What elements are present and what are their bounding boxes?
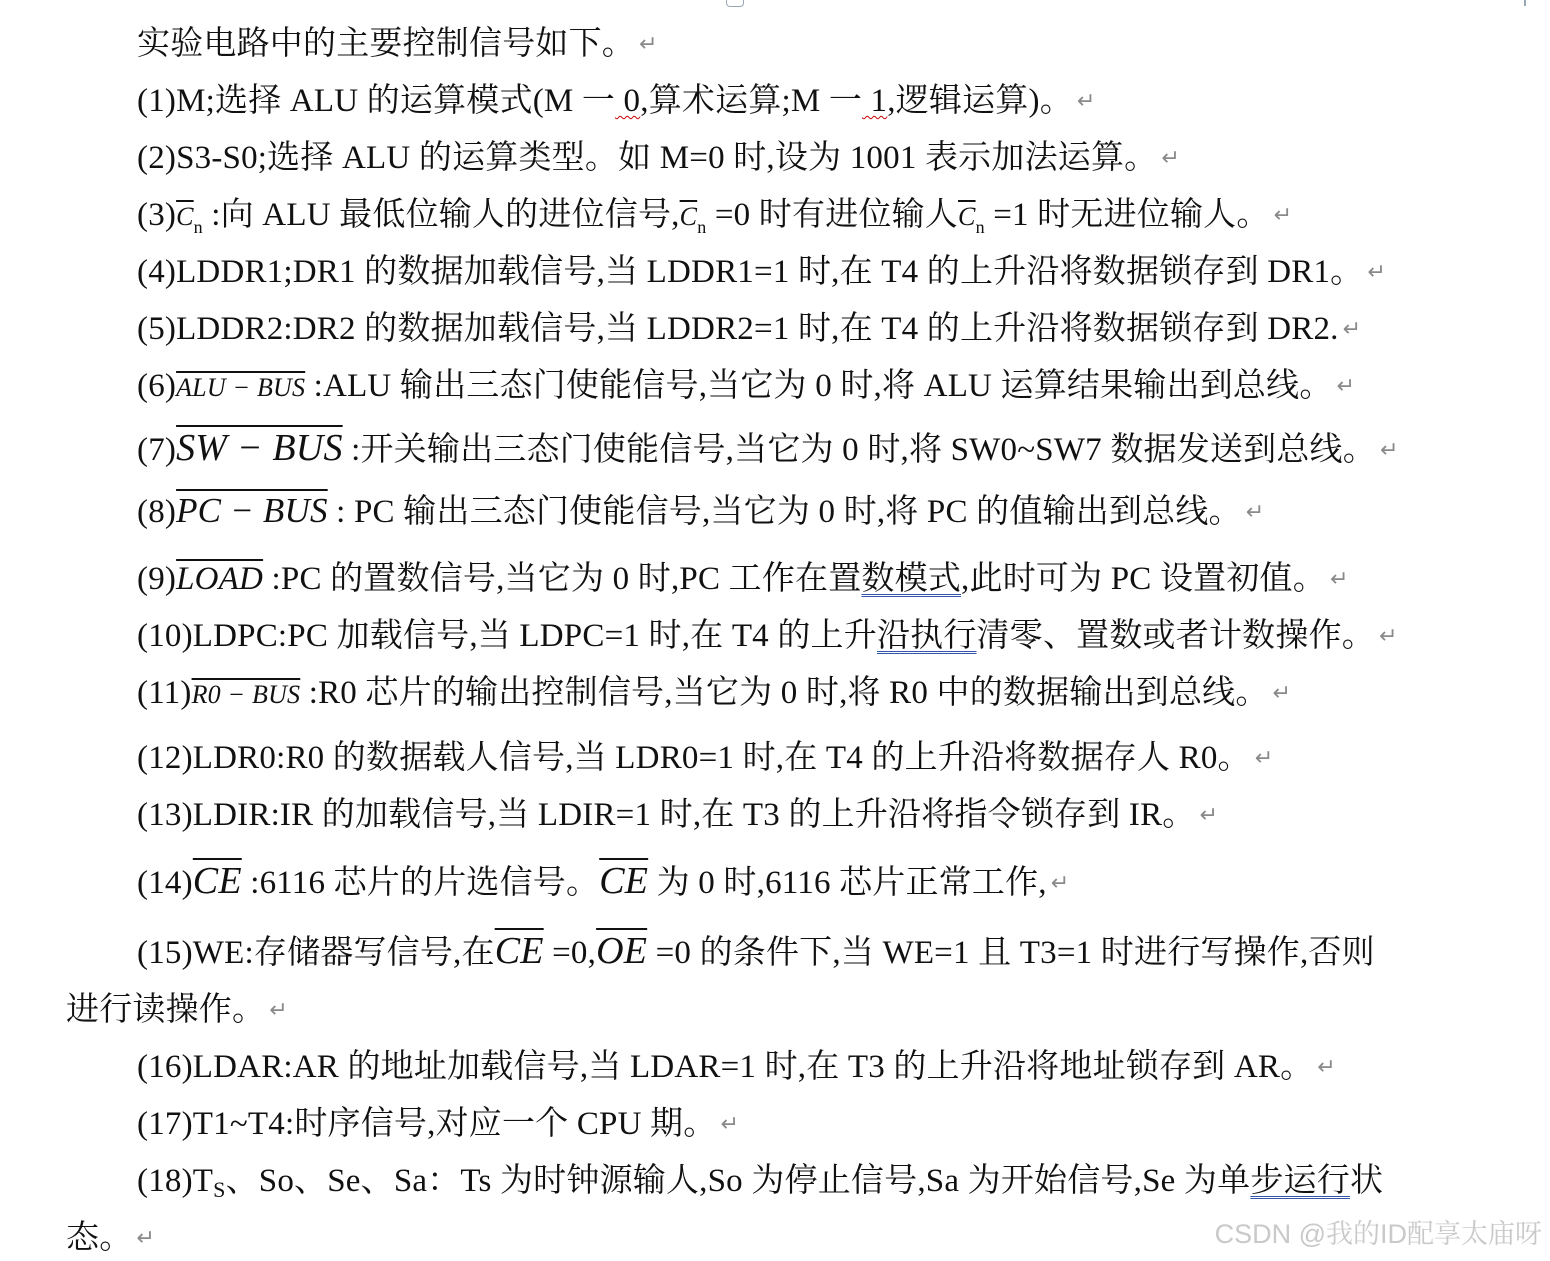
paragraph-mark-icon: ↵: [1329, 567, 1349, 592]
item-1: (1)M;选择 ALU 的运算模式(M 一 0,算术运算;M 一 1,逻辑运算)。 ↵: [137, 83, 1096, 119]
paragraph-mark-icon: ↵: [1161, 146, 1181, 171]
item-6: (6)ALU − BUS :ALU 输出三态门使能信号,当它为 0 时,将 ALU 运算结果输出到总线。 ↵: [137, 368, 1356, 404]
item-15-continuation: 进行读操作。 ↵: [66, 992, 288, 1028]
cn-signal: Cn: [679, 202, 707, 237]
ce-signal: $\overline{CE}$: [494, 930, 544, 972]
oe-signal: $\overline{OE}$: [596, 930, 648, 972]
ce-signal: $\overline{CE}$: [599, 860, 649, 902]
item-11: (11)R0 − BUS :R0 芯片的输出控制信号,当它为 0 时,将 R0 中的数据输出到总线。 ↵: [137, 675, 1292, 711]
paragraph-mark-icon: ↵: [639, 32, 658, 57]
item-10: (10)LDPC:PC 加载信号,当 LDPC=1 时,在 T4 的上升沿执行清零、置数或者计数操作。 ↵: [137, 618, 1398, 654]
ce-signal: $\overline{CE}$: [192, 860, 242, 902]
item-4: (4)LDDR1;DR1 的数据加载信号,当 LDDR1=1 时,在 T4 的上升沿将数据锁存到 DR1。 ↵: [137, 254, 1387, 290]
r0-bus-signal: R0 − BUS: [191, 680, 301, 709]
pc-bus-signal: PC − BUS: [176, 491, 328, 530]
item-2: (2)S3-S0;选择 ALU 的运算类型。如 M=0 时,设为 1001 表示加法运算。 ↵: [137, 140, 1181, 176]
item-3: (3)Cn :向 ALU 最低位输人的进位信号,Cn =0 时有进位输人Cn =1 时无进位输人。 ↵: [137, 197, 1293, 237]
load-signal: LOAD: [176, 561, 264, 597]
paragraph-mark-icon: ↵: [1076, 89, 1096, 114]
paragraph-mark-icon: ↵: [136, 1226, 156, 1251]
paragraph-mark-icon: ↵: [720, 1112, 740, 1137]
item-17: (17)T1~T4:时序信号,对应一个 CPU 期。 ↵: [137, 1106, 740, 1142]
item-13: (13)LDIR:IR 的加载信号,当 LDIR=1 时,在 T3 的上升沿将指令锁存到 IR。 ↵: [137, 797, 1219, 833]
paragraph-mark-icon: ↵: [1050, 871, 1070, 896]
paragraph-mark-icon: ↵: [1367, 260, 1387, 285]
paragraph-mark-icon: ↵: [1199, 803, 1219, 828]
item-14: $(14)\overline{CE}$ :6116 芯片的片选信号。$\overline{CE}$ 为 0 时,6116 芯片正常工作, ↵: [137, 860, 1070, 902]
item-15: (15)WE:存储器写信号,在$\overline{CE} =0,\overline{OE} =0$ 的条件下,当 WE=1 且 T3=1 时进行写操作,否则: [137, 930, 1375, 972]
item-5: (5)LDDR2:DR2 的数据加载信号,当 LDDR2=1 时,在 T4 的上升沿将数据锁存到 DR2. ↵: [137, 311, 1362, 347]
paragraph-mark-icon: ↵: [1336, 374, 1356, 399]
paragraph-mark-icon: ↵: [269, 998, 288, 1023]
paragraph-mark-icon: ↵: [1342, 317, 1362, 342]
paragraph-mark-icon: ↵: [1378, 624, 1398, 649]
item-18: (18)TS、So、Se、Sa：Ts 为时钟源输人,So 为停止信号,Sa 为开始信号,Se 为单步运行状: [137, 1163, 1384, 1202]
cn-signal: Cn: [958, 202, 985, 237]
cn-signal: Cn: [176, 202, 203, 237]
item-9: (9)LOAD :PC 的置数信号,当它为 0 时,PC 工作在置数模式,此时可为 PC 设置初值。 ↵: [137, 561, 1349, 597]
paragraph-mark-icon: ↵: [1317, 1055, 1336, 1080]
sw-bus-signal: SW − BUS: [176, 427, 343, 469]
paragraph-mark-icon: ↵: [1254, 746, 1274, 771]
anchor-icon: [726, 0, 744, 7]
paragraph-mark-icon: ↵: [1245, 500, 1265, 525]
item-12: (12)LDR0:R0 的数据载人信号,当 LDR0=1 时,在 T4 的上升沿将数据存人 R0。 ↵: [137, 740, 1274, 776]
item-18-continuation: 态。 ↵: [66, 1220, 156, 1256]
paragraph-mark-icon: ↵: [1379, 438, 1399, 463]
intro-line: 实验电路中的主要控制信号如下。 ↵: [137, 26, 658, 62]
corner-mark-icon: [1502, 0, 1526, 6]
paragraph-mark-icon: ↵: [1273, 203, 1293, 228]
paragraph-mark-icon: ↵: [1272, 681, 1292, 706]
item-16: (16)LDAR:AR 的地址加载信号,当 LDAR=1 时,在 T3 的上升沿将地址锁存到 AR。 ↵: [137, 1049, 1336, 1085]
item-8: (8)PC − BUS : PC 输出三态门使能信号,当它为 0 时,将 PC 的值输出到总线。 ↵: [137, 491, 1265, 530]
alu-bus-signal: ALU − BUS: [176, 373, 306, 402]
csdn-watermark: CSDN @我的ID配享太庙呀: [1214, 1219, 1542, 1249]
item-7: (7)SW − BUS :开关输出三态门使能信号,当它为 0 时,将 SW0~SW7 数据发送到总线。 ↵: [137, 427, 1399, 469]
